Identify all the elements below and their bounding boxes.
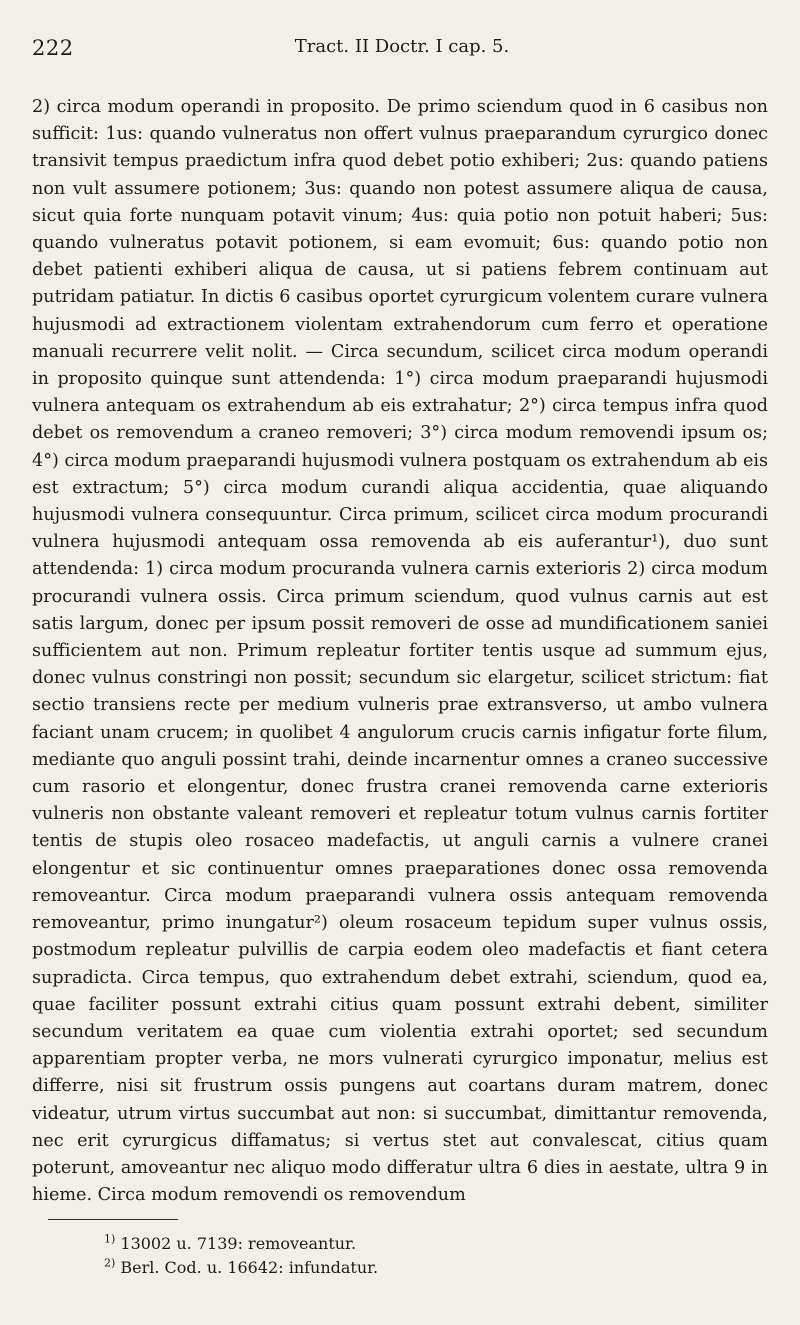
footnote-mark: 1) <box>104 1232 116 1246</box>
footnote-divider <box>48 1219 178 1220</box>
page-header <box>32 30 772 64</box>
main-text <box>32 94 768 1209</box>
footnote-text: Berl. Cod. u. 16642: infundatur. <box>120 1258 379 1277</box>
footnote-1 <box>104 1232 704 1256</box>
running-head: Tract. II Doctr. I cap. 5. <box>294 36 510 57</box>
footnote-text: 13002 u. 7139: removeantur. <box>120 1234 357 1253</box>
footnote-2 <box>104 1256 704 1280</box>
body-paragraph: 2) circa modum operandi in proposito. De primo sciendum quod in 6 casibus non sufficit: 1us: quando vulneratus non offert vulnus praeparandum cyrurgico donec transivit tempus praedictum infra quod debet potio exhiberi; 2us: quando patiens non vult assumere potionem; 3us: quando non potest assumere aliqua de causa, sicut quia forte nunquam potavit vinum; 4us: quia potio non potuit haberi; 5us: quando vulneratus potavit potionem, si eam evomuit; 6us: quando potio non debet patienti exhiberi aliqua de causa, ut si patiens febrem continuam aut putridam patiatur. In dictis 6 casibus oportet cyrurgicum volentem curare vulnera hujusmodi ad extractionem violentam extrahendorum cum ferro et operatione manuali recurrere velit nolit. — Circa secundum, scilicet circa modum operandi in proposito quinque sunt attendenda: 1°) circa modum praeparandi hujusmodi vulnera antequam os extrahendum ab eis extrahatur; 2°) circa tempus infra quod debet os removendum a craneo removeri; 3°) circa modum removendi ipsum os; 4°) circa modum praeparandi hujusmodi vulnera postquam os extrahendum ab eis est extractum; 5°) circa modum curandi aliqua accidentia, quae aliquando hujusmodi vulnera consequuntur. Circa primum, scilicet circa modum procurandi vulnera hujusmodi antequam ossa removenda ab eis auferantur¹), duo sunt attendenda: 1) circa modum procuranda vulnera carnis exterioris 2) circa modum procurandi vulnera ossis. Circa primum sciendum, quod vulnus carnis aut est satis largum, donec per ipsum possit removeri de osse ad mundificationem saniei sufficientem aut non. Primum repleatur fortiter tentis usque ad summum ejus, donec vulnus constringi non possit; secundum sic elargetur, scilicet strictum: fiat sectio transiens recte per medium vulneris prae extransverso, ut ambo vulnera faciant unam crucem; in quolibet 4 angulorum crucis carnis infigatur forte filum, mediante quo anguli possint trahi, deinde incarnentur omnes a craneo successive cum rasorio et elongentur, donec frustra cranei removenda carne exterioris vulneris non obstante valeant removeri et repleatur totum vulnus carnis fortiter tentis de stupis oleo rosaceo madefactis, ut anguli carnis a vulnere cranei elongentur et sic continuentur omnes praeparationes donec ossa removenda removeantur. Circa modum praeparandi vulnera ossis antequam removenda removeantur, primo inungatur²) oleum rosaceum tepidum super vulnus ossis, postmodum repleatur pulvillis de carpia eodem oleo madefactis et fiant cetera supradicta. Circa tempus, quo extrahendum debet extrahi, sciendum, quod ea, quae faciliter possunt extrahi citius quam possunt extrahi debent, similiter secundum veritatem ea quae cum violentia extrahi oportet; sed secundum apparentiam propter verba, ne mors vulnerati cyrurgico imponatur, melius est differre, nisi sit frustrum ossis pungens aut coartans duram matrem, donec videatur, utrum virtus succumbat aut non: si succumbat, dimittantur removenda, nec erit cyrurgicus diffamatus; si vertus stet aut convalescat, citius quam poterunt, amoveantur nec aliquo modo differatur ultra 6 dies in aestate, ultra 9 in hieme. Circa modum removendi os removendum <box>32 97 769 1206</box>
footnotes <box>104 1232 704 1280</box>
footnote-mark: 2) <box>104 1256 116 1270</box>
page-number: 222 <box>32 36 74 60</box>
